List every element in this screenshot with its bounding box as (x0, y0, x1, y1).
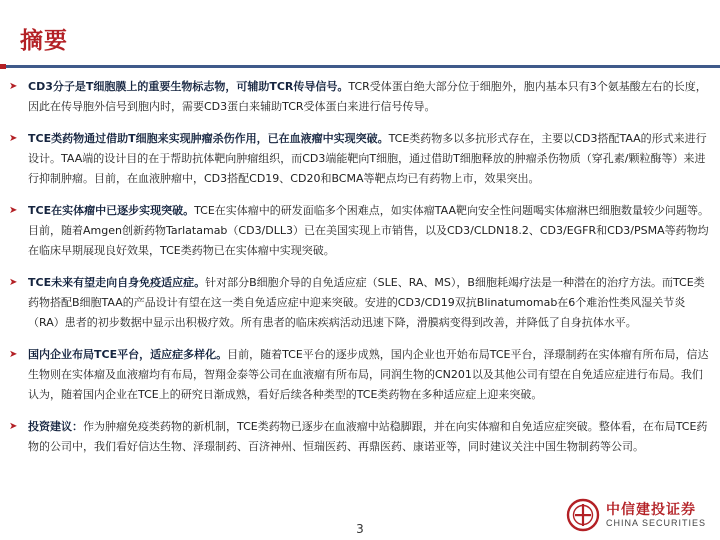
arrow-bullet-icon: ➤ (9, 205, 18, 216)
page-number: 3 (356, 522, 364, 536)
summary-item-body: TCR受体蛋白绝大部分位于细胞外，胞内基本只有3个氨基酸左右的长度，因此在传导胞外信号到胞内时，需要CD3蛋白来辅助TCR受体蛋白来进行信号传导。 (28, 80, 707, 113)
summary-item (0, 345, 720, 405)
summary-item-text (28, 345, 710, 405)
summary-item (0, 77, 720, 117)
summary-item-text (28, 273, 710, 333)
summary-item-body: TCE在实体瘤中的研发面临多个困难点，如实体瘤TAA靶向安全性问题喝实体瘤淋巴细胞数量较少问题等。目前，随着Amgen创新药物Tarlatamab（CD3/DLL3）已在美国实现上市销售，以及CD3/CLDN18.2、CD3/EGFR和CD3/PSMA等药物均在临床早期展现良好效果，TCE类药物已在实体瘤中实现突破。 (28, 204, 710, 257)
summary-item-lead: TCE类药物通过借助T细胞来实现肿瘤杀伤作用，已在血液瘤中实现突破。 (28, 132, 389, 145)
summary-content (0, 76, 720, 457)
company-logo (566, 498, 707, 534)
summary-item-text (28, 129, 710, 189)
title-divider (0, 64, 720, 69)
summary-item-lead: 投资建议： (28, 420, 83, 433)
summary-item-lead: TCE在实体瘤中已逐步实现突破。 (28, 204, 195, 217)
summary-item-body: 针对部分B细胞介导的自免适应症（SLE、RA、MS），B细胞耗竭疗法是一种潜在的治疗方法。而TCE类药物搭配B细胞TAA的产品设计有望在这一类自免适应症中迎来突破。安进的CD3/CD19双抗Blinatumomab在6个难治性类风湿关节炎（RA）患者的初步数据中显示出积极疗效。所有患者的临床疾病活动迅速下降，滑膜病变得到改善，并降低了自身抗体水平。 (28, 276, 705, 329)
logo-name-cn: 中信建投证券 (606, 502, 696, 518)
arrow-bullet-icon: ➤ (9, 133, 18, 144)
summary-item-text (28, 77, 710, 117)
arrow-bullet-icon: ➤ (9, 421, 18, 432)
summary-item-text (28, 417, 710, 457)
summary-item-body: 作为肿瘤免疫类药物的新机制，TCE类药物已逐步在血液瘤中站稳脚跟，并在向实体瘤和自免适应症突破。整体看，在布局TCE药物的公司中，我们看好信达生物、泽璟制药、百济神州、恒瑞医药、再鼎医药、康诺亚等，同时建议关注中国生物制药等公司。 (28, 420, 708, 453)
title-divider-line (6, 65, 720, 68)
logo-name-en: CHINA SECURITIES (606, 518, 707, 528)
summary-item (0, 273, 720, 333)
summary-item-lead: TCE未来有望走向自身免疫适应症。 (28, 276, 206, 289)
china-securities-logo-icon (566, 498, 600, 532)
arrow-bullet-icon: ➤ (9, 277, 18, 288)
arrow-bullet-icon: ➤ (9, 349, 18, 360)
summary-item-text (28, 201, 710, 261)
summary-item (0, 129, 720, 189)
summary-item-lead: 国内企业布局TCE平台，适应症多样化。 (28, 348, 228, 361)
summary-item-lead: CD3分子是T细胞膜上的重要生物标志物，可辅助TCR传导信号。 (28, 80, 349, 93)
summary-item (0, 417, 720, 457)
summary-item-body: 目前，随着TCE平台的逐步成熟，国内企业也开始布局TCE平台，泽璟制药在实体瘤有所布局，信达生物则在实体瘤及血液瘤均有布局，智翔金泰等公司在血液瘤有所布局，同润生物的CN201以及其他公司有望在自免适应症进行布局。我们认为，随着国内企业在TCE上的研究日渐成熟，看好后续各种类型的TCE类药物在多种适应症上迎来突破。 (28, 348, 709, 401)
page-title: 摘要 (20, 28, 68, 54)
summary-item (0, 201, 720, 261)
arrow-bullet-icon: ➤ (9, 81, 18, 92)
summary-item-body: TCE类药物多以多抗形式存在，主要以CD3搭配TAA的形式来进行设计。TAA端的设计目的在于帮助抗体靶向肿瘤组织，而CD3端能靶向T细胞，通过借助T细胞释放的肿瘤杀伤物质（穿孔素/颗粒酶等）来进行抑制肿瘤。目前，在血液肿瘤中，CD3搭配CD19、CD20和BCMA等靶点均已有药物上市，效果突出。 (28, 132, 707, 185)
